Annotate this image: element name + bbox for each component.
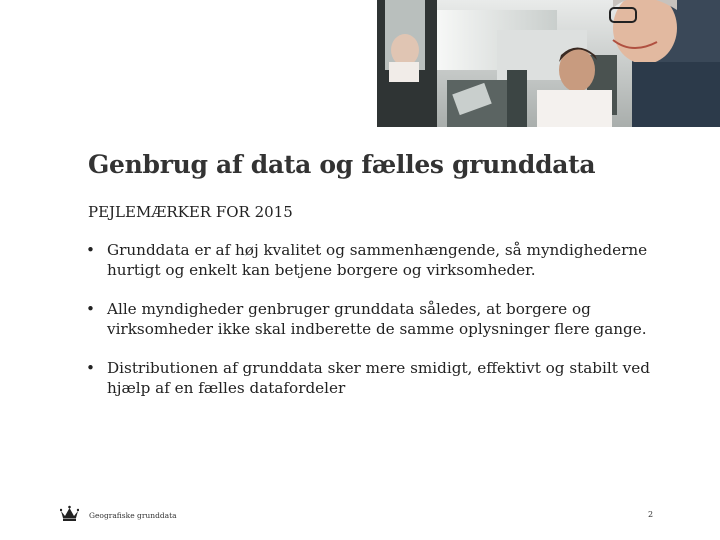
bullet-item <box>86 358 686 398</box>
header-photo <box>377 0 720 127</box>
bullet-text: Alle myndigheder genbruger grunddata således, at borgere og virksomheder ikke skal indberette de samme oplysninger flere gange. <box>107 300 647 338</box>
bullet-text: Distributionen af grunddata sker mere smidigt, effektivt og stabilt ved hjælp af en fælles datafordeler <box>107 359 650 397</box>
bullet-text: Grunddata er af høj kvalitet og sammenhængende, så myndighederne hurtigt og enkelt kan betjene borgere og virksomheder. <box>107 241 648 279</box>
footer-text: Geografiske grunddata <box>89 511 177 520</box>
crown-icon <box>60 505 79 522</box>
bullet-marker: • <box>86 359 95 377</box>
slide-subtitle: PEJLEMÆRKER FOR 2015 <box>88 203 293 221</box>
bullet-marker: • <box>86 300 95 318</box>
bullet-list <box>86 240 686 398</box>
bullet-item <box>86 240 686 280</box>
bullet-marker: • <box>86 241 95 259</box>
page-number: 2 <box>648 510 654 519</box>
bullet-item <box>86 299 686 339</box>
slide-title: Genbrug af data og fælles grunddata <box>88 150 596 179</box>
